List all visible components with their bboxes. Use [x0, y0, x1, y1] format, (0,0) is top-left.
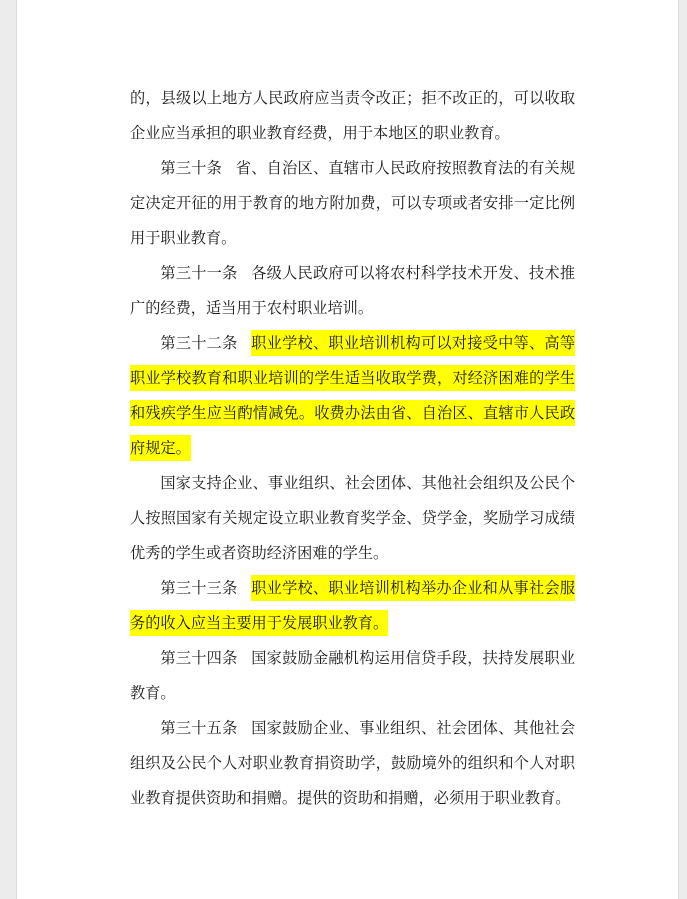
document-page — [16, 0, 679, 899]
article-number: 第三十条 — [160, 159, 223, 177]
paragraph-text: 省、自治区、直辖市人民政府按照教育法的有关规定决定开征的用于教育的地方附加费，可以专项或者安排一定比例用于职业教育。 — [130, 159, 576, 247]
paragraph-article-35 — [130, 711, 575, 816]
paragraph-article-33 — [130, 571, 575, 641]
paragraph-article-31 — [130, 256, 575, 326]
paragraph — [130, 466, 575, 571]
paragraph — [130, 81, 575, 151]
paragraph-text: 的，县级以上地方人民政府应当责令改正；拒不改正的，可以收取企业应当承担的职业教育经费，用于本地区的职业教育。 — [130, 89, 575, 142]
paragraph-text: 国家鼓励企业、事业组织、社会团体、其他社会组织及公民个人对职业教育捐资助学，鼓励境外的组织和个人对职业教育提供资助和捐赠。提供的资助和捐赠，必须用于职业教育。 — [130, 719, 576, 807]
paragraph-text: 各级人民政府可以将农村科学技术开发、技术推广的经费，适当用于农村职业培训。 — [130, 264, 576, 317]
article-number: 第三十四条 — [160, 649, 238, 667]
highlighted-text[interactable]: 职业学校、职业培训机构可以对接受中等、高等职业学校教育和职业培训的学生适当收取学费，对经济困难的学生和残疾学生应当酌情减免。收费办法由省、自治区、直辖市人民政府规定。 — [130, 330, 575, 461]
paragraph-text: 国家支持企业、事业组织、社会团体、其他社会组织及公民个人按照国家有关规定设立职业教育奖学金、贷学金，奖励学习成绩优秀的学生或者资助经济困难的学生。 — [130, 474, 575, 562]
article-number: 第三十三条 — [160, 579, 238, 597]
article-number: 第三十二条 — [160, 334, 238, 352]
article-number: 第三十五条 — [160, 719, 238, 737]
article-number: 第三十一条 — [160, 264, 238, 282]
highlighted-text[interactable]: 职业学校、职业培训机构举办企业和从事社会服务的收入应当主要用于发展职业教育。 — [130, 575, 575, 636]
paragraph-text: 国家鼓励金融机构运用信贷手段，扶持发展职业教育。 — [130, 649, 576, 702]
document-body — [130, 81, 575, 816]
paragraph-article-32 — [130, 326, 575, 466]
paragraph-article-34 — [130, 641, 575, 711]
paragraph-article-30 — [130, 151, 575, 256]
